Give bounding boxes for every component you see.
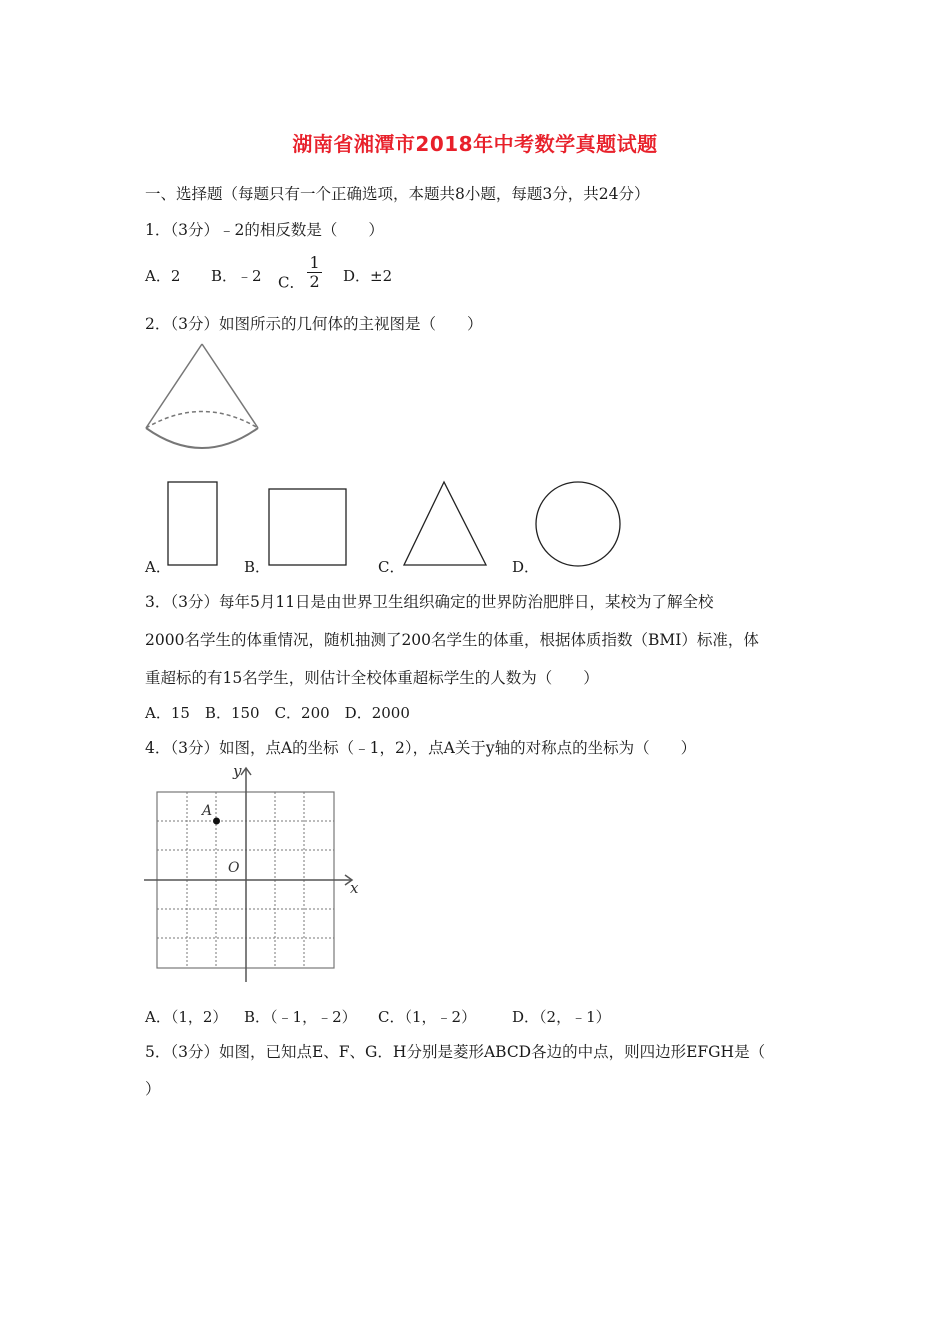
y-axis-label: y [233, 762, 242, 780]
coordinate-grid-figure [140, 760, 365, 985]
q4-option-a: A．（1，2） [145, 1008, 228, 1026]
question-1-options [145, 252, 445, 292]
fraction-denominator: 2 [309, 272, 320, 291]
q2-option-b-label: B． [244, 558, 271, 576]
q4-option-d: D．（2，﹣1） [512, 1008, 611, 1026]
point-a-marker [213, 818, 220, 825]
q4-option-b: B．（﹣1，﹣2） [244, 1008, 357, 1026]
q2-option-d-label: D． [512, 558, 540, 576]
q1-option-a: A．2 [145, 267, 181, 285]
option-d-circle [536, 482, 620, 566]
q1-option-d: D．±2 [343, 267, 393, 285]
question-1-stem: 1．（3分）﹣2的相反数是（ ） [145, 221, 384, 239]
question-5-line-2: ） [145, 1080, 161, 1098]
option-c-triangle [404, 482, 486, 565]
q1-option-c-label: C． [278, 273, 305, 292]
question-3-line-3: 重超标的有15名学生，则估计全校体重超标学生的人数为（ ） [145, 669, 599, 687]
cone-base-hidden-arc [146, 412, 258, 429]
cone-figure [140, 340, 270, 462]
q4-option-c: C．（1，﹣2） [378, 1008, 477, 1026]
page-title: 湖南省湘潭市2018年中考数学真题试题 [292, 132, 658, 156]
q2-option-a-label: A． [145, 558, 171, 576]
point-a-label: A [202, 803, 213, 819]
q1-option-c [278, 253, 322, 302]
section-heading: 一、选择题（每题只有一个正确选项，本题共8小题，每题3分，共24分） [145, 185, 650, 203]
q2-option-c-label: C． [378, 558, 405, 576]
x-axis-label: x [350, 879, 359, 897]
q1-option-b: B．﹣2 [211, 267, 262, 285]
question-3-options: A．15 B．150 C．200 D．2000 [145, 704, 410, 722]
question-5-line-1: 5．（3分）如图，已知点E、F、G．H分别是菱形ABCD各边的中点，则四边形EFGH是（ [145, 1043, 766, 1061]
option-a-tall-rectangle [168, 482, 217, 565]
question-2-stem: 2．（3分）如图所示的几何体的主视图是（ ） [145, 315, 483, 333]
cone-base-front-arc [146, 428, 258, 448]
option-b-square [269, 489, 346, 565]
question-3-line-2: 2000名学生的体重情况，随机抽测了200名学生的体重，根据体质指数（BMI）标准，体 [145, 631, 759, 649]
question-3-line-1: 3．（3分）每年5月11日是由世界卫生组织确定的世界防治肥胖日，某校为了解全校 [145, 593, 714, 611]
origin-label: O [228, 860, 240, 876]
fraction [307, 254, 321, 291]
question-4-stem: 4．（3分）如图，点A的坐标（﹣1，2），点A关于y轴的对称点的坐标为（ ） [145, 739, 697, 757]
fraction-numerator: 1 [309, 253, 320, 272]
